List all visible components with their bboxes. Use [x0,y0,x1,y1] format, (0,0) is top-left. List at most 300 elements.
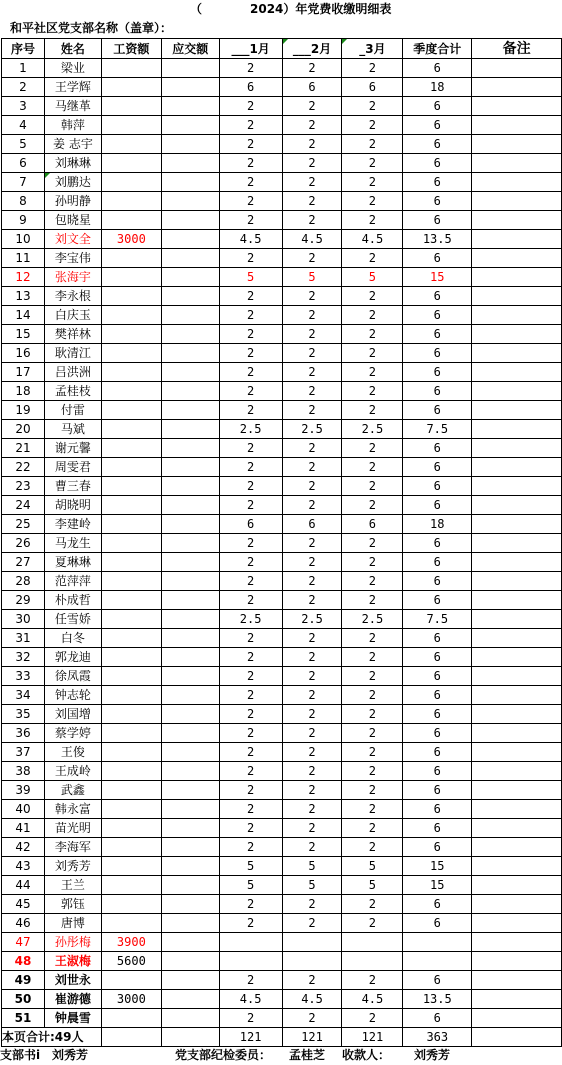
cell-month1: 2 [219,382,282,401]
cell-due [161,952,219,971]
cell-salary [101,515,161,534]
cell-month3: 2 [342,211,403,230]
cell-remark [472,724,562,743]
cell-remark [472,439,562,458]
cell-remark [472,895,562,914]
cell-month3: 2.5 [342,610,403,629]
cell-month3: 2 [342,648,403,667]
cell-total: 6 [403,59,472,78]
cell-month3: 2 [342,705,403,724]
table-row [2,439,562,458]
cell-month3: 2 [342,325,403,344]
cell-month3: 5 [342,857,403,876]
cell-no: 32 [2,648,45,667]
cell-total: 6 [403,895,472,914]
cell-salary [101,287,161,306]
cell-name: 刘鹏达 [44,173,101,192]
cell-month3: 2 [342,173,403,192]
cell-name: 崔游德 [44,990,101,1009]
cell-name: 曹三春 [44,477,101,496]
cell-total: 6 [403,306,472,325]
cell-due [161,800,219,819]
cell-no: 49 [2,971,45,990]
cell-no: 24 [2,496,45,515]
cell-no: 28 [2,572,45,591]
cell-remark [472,420,562,439]
header-month2 [282,39,342,59]
cell-salary [101,743,161,762]
cell-total: 6 [403,116,472,135]
cell-month3: 2 [342,1009,403,1028]
cell-month2: 2 [282,762,342,781]
cell-name: 姜 志宇 [44,135,101,154]
cell-month1: 2 [219,97,282,116]
cell-month1: 2 [219,591,282,610]
cell-due [161,439,219,458]
cell-month3: 2 [342,496,403,515]
table-row [2,667,562,686]
cell-remark [472,401,562,420]
cell-remark [472,781,562,800]
summary-empty [472,1028,562,1047]
cell-name: 张海宇 [44,268,101,287]
table-row [2,268,562,287]
summary-row [2,1028,562,1047]
cell-month2: 5 [282,268,342,287]
table-row [2,572,562,591]
cell-name: 孟桂枝 [44,382,101,401]
cell-remark [472,990,562,1009]
table-row [2,591,562,610]
cell-name: 胡晓明 [44,496,101,515]
cell-month3: 2 [342,116,403,135]
cell-due [161,648,219,667]
cell-total: 18 [403,78,472,97]
cell-month1: 2 [219,287,282,306]
cell-remark [472,971,562,990]
cell-month1: 2 [219,800,282,819]
cell-month2: 2 [282,477,342,496]
cell-month2: 2 [282,496,342,515]
cell-no: 17 [2,363,45,382]
cell-no: 11 [2,249,45,268]
table-row [2,287,562,306]
cell-due [161,781,219,800]
cell-month2: 2 [282,534,342,553]
cell-total: 6 [403,249,472,268]
cell-total: 15 [403,857,472,876]
cell-month1: 2 [219,439,282,458]
cell-month3: 2 [342,724,403,743]
cell-remark [472,629,562,648]
cell-salary [101,382,161,401]
table-row [2,515,562,534]
cell-salary [101,344,161,363]
cell-remark [472,743,562,762]
cell-salary [101,325,161,344]
cell-month1: 5 [219,268,282,287]
cell-month3: 2 [342,629,403,648]
cell-remark [472,819,562,838]
collector-name: 刘秀芳 [414,1048,451,1062]
cell-salary [101,838,161,857]
cell-month1: 2 [219,781,282,800]
cell-month2 [282,933,342,952]
cell-month2: 2 [282,116,342,135]
cell-no: 16 [2,344,45,363]
cell-remark [472,876,562,895]
cell-due [161,344,219,363]
cell-total: 6 [403,914,472,933]
cell-name: 包晓星 [44,211,101,230]
cell-month3: 2 [342,135,403,154]
cell-remark [472,572,562,591]
cell-name: 徐凤霞 [44,667,101,686]
cell-due [161,933,219,952]
header-remark: 备注 [472,39,562,59]
cell-month2: 2 [282,572,342,591]
cell-month1: 2 [219,534,282,553]
cell-name: 孙明静 [44,192,101,211]
header-name: 姓名 [44,39,101,59]
cell-name: 李宝伟 [44,249,101,268]
cell-month1: 5 [219,857,282,876]
cell-no: 34 [2,686,45,705]
cell-total: 6 [403,496,472,515]
cell-due [161,154,219,173]
cell-due [161,249,219,268]
cell-month3: 2 [342,686,403,705]
cell-month1: 2 [219,914,282,933]
cell-total: 6 [403,648,472,667]
cell-due [161,914,219,933]
table-row [2,477,562,496]
cell-salary [101,135,161,154]
cell-salary [101,401,161,420]
cell-no: 36 [2,724,45,743]
cell-month1: 2 [219,705,282,724]
inspector-label: 党支部纪检委员： [175,1048,272,1062]
table-row [2,933,562,952]
cell-month3: 2 [342,249,403,268]
cell-remark [472,211,562,230]
cell-salary [101,477,161,496]
cell-month2: 5 [282,857,342,876]
summary-label: 本页合计:49人 [2,1028,102,1047]
cell-total: 6 [403,363,472,382]
cell-month2: 2 [282,211,342,230]
table-row [2,135,562,154]
cell-month2: 2 [282,382,342,401]
cell-due [161,116,219,135]
cell-name: 钟志轮 [44,686,101,705]
cell-remark [472,363,562,382]
table-row [2,952,562,971]
cell-salary [101,154,161,173]
cell-due [161,724,219,743]
cell-month3: 2 [342,382,403,401]
title-paren: （ [190,2,203,16]
cell-total: 6 [403,287,472,306]
cell-salary [101,610,161,629]
cell-month3: 2 [342,59,403,78]
cell-remark [472,325,562,344]
cell-due [161,401,219,420]
cell-name: 苗光明 [44,819,101,838]
cell-month2: 6 [282,78,342,97]
secretary-name: 刘秀芳 [52,1048,89,1062]
cell-due [161,876,219,895]
cell-name: 韩永富 [44,800,101,819]
cell-month3: 2 [342,971,403,990]
cell-total: 6 [403,211,472,230]
cell-total: 6 [403,1009,472,1028]
cell-total [403,952,472,971]
cell-due [161,135,219,154]
cell-salary [101,534,161,553]
summary-empty [161,1028,219,1047]
cell-month2: 2 [282,629,342,648]
cell-name: 范萍萍 [44,572,101,591]
table-row [2,838,562,857]
table-row [2,724,562,743]
cell-total: 6 [403,971,472,990]
cell-no: 22 [2,458,45,477]
cell-name: 王俊 [44,743,101,762]
cell-month3: 2 [342,762,403,781]
cell-month1: 2 [219,325,282,344]
cell-name: 李海军 [44,838,101,857]
cell-due [161,211,219,230]
cell-month2: 2 [282,344,342,363]
cell-month2: 2 [282,173,342,192]
cell-month2: 5 [282,876,342,895]
cell-salary [101,819,161,838]
cell-no: 51 [2,1009,45,1028]
cell-month3: 6 [342,78,403,97]
sheet-title [0,0,562,19]
cell-remark [472,458,562,477]
cell-month1: 2 [219,895,282,914]
cell-month2: 2 [282,705,342,724]
secretary-label: 支部书i [0,1048,41,1062]
table-row [2,382,562,401]
cell-salary: 5600 [101,952,161,971]
summary-m3: 121 [342,1028,403,1047]
cell-no: 30 [2,610,45,629]
cell-month2: 2 [282,363,342,382]
cell-due [161,496,219,515]
cell-total: 6 [403,629,472,648]
cell-month1: 2 [219,306,282,325]
cell-salary [101,439,161,458]
cell-total: 6 [403,724,472,743]
cell-name: 王淑梅 [44,952,101,971]
cell-remark [472,591,562,610]
cell-month3: 2 [342,800,403,819]
signature-footer [0,1045,562,1065]
cell-month1: 2 [219,458,282,477]
table-row [2,876,562,895]
header-month2-text: ___2月 [292,41,332,56]
cell-due [161,819,219,838]
table-row [2,686,562,705]
cell-name: 韩萍 [44,116,101,135]
cell-month1: 6 [219,78,282,97]
cell-month1: 4.5 [219,230,282,249]
cell-month2: 6 [282,515,342,534]
table-row [2,648,562,667]
cell-salary [101,420,161,439]
cell-due [161,420,219,439]
cell-remark [472,59,562,78]
cell-name: 刘世永 [44,971,101,990]
table-row [2,173,562,192]
cell-no: 10 [2,230,45,249]
cell-month1: 2 [219,1009,282,1028]
cell-name: 马斌 [44,420,101,439]
cell-name: 郭钰 [44,895,101,914]
cell-total: 6 [403,819,472,838]
cell-month3: 2 [342,458,403,477]
cell-month1: 2 [219,344,282,363]
cell-month1: 2 [219,116,282,135]
cell-salary [101,173,161,192]
cell-total: 6 [403,344,472,363]
table-row [2,743,562,762]
cell-name: 刘琳琳 [44,154,101,173]
cell-month1: 4.5 [219,990,282,1009]
cell-remark [472,648,562,667]
table-row [2,401,562,420]
cell-month1: 2 [219,154,282,173]
cell-name: 梁业 [44,59,101,78]
cell-month3: 2 [342,306,403,325]
cell-month3: 2 [342,154,403,173]
cell-name: 马继革 [44,97,101,116]
cell-due [161,325,219,344]
cell-due [161,458,219,477]
cell-name: 吕洪洲 [44,363,101,382]
cell-total: 6 [403,743,472,762]
cell-name: 唐博 [44,914,101,933]
cell-total: 6 [403,97,472,116]
cell-remark [472,249,562,268]
cell-month2: 2 [282,971,342,990]
cell-total: 7.5 [403,610,472,629]
cell-salary: 3900 [101,933,161,952]
collector-label: 收款人： [342,1048,391,1062]
cell-salary [101,192,161,211]
cell-total: 6 [403,705,472,724]
cell-name: 夏琳琳 [44,553,101,572]
cell-no: 45 [2,895,45,914]
cell-total: 6 [403,439,472,458]
cell-month1: 2 [219,363,282,382]
inspector-name: 孟桂芝 [289,1048,326,1062]
cell-salary [101,59,161,78]
cell-name: 付雷 [44,401,101,420]
cell-month2: 2 [282,667,342,686]
cell-month1: 2 [219,249,282,268]
cell-due [161,59,219,78]
cell-total: 15 [403,268,472,287]
cell-total: 7.5 [403,420,472,439]
cell-no: 47 [2,933,45,952]
cell-no: 37 [2,743,45,762]
cell-month1: 2 [219,173,282,192]
cell-no: 43 [2,857,45,876]
cell-month2: 2 [282,401,342,420]
summary-empty [101,1028,161,1047]
cell-remark [472,496,562,515]
cell-remark [472,477,562,496]
cell-total: 6 [403,173,472,192]
cell-month3: 2 [342,553,403,572]
cell-month1: 2 [219,724,282,743]
cell-remark [472,154,562,173]
cell-no: 27 [2,553,45,572]
cell-no: 48 [2,952,45,971]
cell-month2: 2 [282,287,342,306]
cell-month2: 2 [282,914,342,933]
cell-total: 6 [403,192,472,211]
summary-m2: 121 [282,1028,342,1047]
cell-total: 6 [403,838,472,857]
cell-month3: 2 [342,895,403,914]
cell-no: 6 [2,154,45,173]
cell-total: 13.5 [403,990,472,1009]
cell-total: 6 [403,458,472,477]
table-row [2,553,562,572]
cell-month3: 2 [342,97,403,116]
cell-remark [472,173,562,192]
cell-remark [472,800,562,819]
cell-remark [472,268,562,287]
table-row [2,192,562,211]
cell-salary [101,572,161,591]
cell-month1: 6 [219,515,282,534]
cell-no: 42 [2,838,45,857]
cell-month3: 5 [342,876,403,895]
summary-m1: 121 [219,1028,282,1047]
cell-no: 23 [2,477,45,496]
cell-month2: 2 [282,59,342,78]
cell-month1: 2 [219,971,282,990]
cell-month1: 2 [219,192,282,211]
cell-month3 [342,933,403,952]
cell-name: 耿清江 [44,344,101,363]
cell-total: 15 [403,876,472,895]
cell-remark [472,192,562,211]
cell-month3: 6 [342,515,403,534]
cell-remark [472,762,562,781]
cell-due [161,97,219,116]
cell-month1: 2 [219,838,282,857]
table-row [2,895,562,914]
cell-due [161,686,219,705]
cell-name: 蔡学婷 [44,724,101,743]
table-row [2,629,562,648]
cell-salary [101,97,161,116]
cell-month2: 2 [282,743,342,762]
fee-table [1,38,562,1047]
cell-month2: 2 [282,591,342,610]
cell-due [161,610,219,629]
cell-remark [472,857,562,876]
cell-salary [101,914,161,933]
cell-salary [101,705,161,724]
